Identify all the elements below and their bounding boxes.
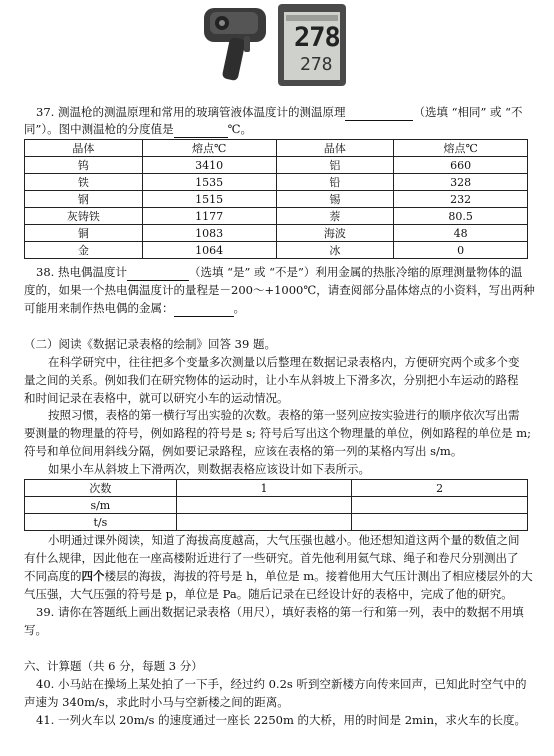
table-row xyxy=(25,497,528,514)
table-cell: 锡 xyxy=(276,191,394,208)
table-cell: 1064 xyxy=(142,242,276,259)
table-cell: 冰 xyxy=(276,242,394,259)
q39-line1: 39. 请你在答题纸上画出数据记录表格（用尺），填好表格的第一行和第一列，表中的数据不用填 xyxy=(36,605,524,619)
q38-line1 xyxy=(36,264,522,281)
table-row xyxy=(25,191,528,208)
header-trial-1: 1 xyxy=(176,480,352,497)
row-label-time: t/s xyxy=(25,514,177,531)
table-cell: 3410 xyxy=(142,157,276,174)
q37-text-d: ℃。 xyxy=(227,122,253,136)
table-row xyxy=(25,174,528,191)
xiaoming-l4: 气压强，大气压强的符号是 p，单位是 Pa。随后记录在已经设计好的表格中，完成了他的研究。 xyxy=(24,587,513,601)
table-row xyxy=(25,208,528,225)
reading-p2-l2: 要测量的物理量的符号，例如路程的符号是 s; 符号后写出这个物理量的单位，例如路程的单位是 m; xyxy=(24,426,532,440)
table-row xyxy=(25,242,528,259)
table-cell: 80.5 xyxy=(394,208,528,225)
q37-text-b: （选填 “相同” 或 “不 xyxy=(413,105,523,119)
reading-p2-l1: 按照习惯，表格的第一横行写出实验的次数。表格的第一竖列应按实验进行的顺序依次写出需 xyxy=(48,408,520,422)
q37-blank-2[interactable] xyxy=(174,121,228,138)
table-cell: 660 xyxy=(394,157,528,174)
table-cell: 1177 xyxy=(142,208,276,225)
row-label-distance: s/m xyxy=(25,497,177,514)
q38-blank-2[interactable] xyxy=(174,300,234,317)
xiaoming-l3 xyxy=(24,568,533,584)
header-trial-2: 2 xyxy=(352,480,528,497)
q37-text-c: 同”）。图中测温枪的分度值是 xyxy=(24,122,174,136)
reading-p3: 如果小车从斜坡上下滑两次，则数据表格应该设计如下表所示。 xyxy=(48,462,370,476)
table-cell: 钨 xyxy=(25,157,143,174)
table-row xyxy=(25,514,528,531)
table-cell: 1083 xyxy=(142,225,276,242)
table-cell: 铁 xyxy=(25,174,143,191)
xiaoming-l3-bold: 四个 xyxy=(81,569,105,583)
xiaoming-l3-c: 楼层的海拔，海拔的符号是 h，单位是 m。接着他用大气压计测出了相应楼层外的大 xyxy=(104,569,533,583)
melting-point-table xyxy=(24,139,528,259)
q41-line: 41. 一列火车以 20m/s 的速度通过一座长 2250m 的大桥，用的时间是 2min，求火车的长度。 xyxy=(36,713,527,727)
header-melting-2: 熔点℃ xyxy=(394,140,528,157)
reading-p2-l3: 符号和单位间用斜线分隔，例如要记录路程，应该在表格的第一列的某格内写出 s/m。 xyxy=(24,444,463,458)
reading-heading: （二）阅读《数据记录表格的绘制》回答 39 题。 xyxy=(24,337,276,351)
table-cell xyxy=(352,514,528,531)
table-cell: 钢 xyxy=(25,191,143,208)
q38-text-b: （选填 “是” 或 “不是”）利用金属的热胀冷缩的原理测量物体的温 xyxy=(188,265,523,279)
calc-heading: 六、计算题（共 6 分，每题 3 分） xyxy=(24,659,203,673)
table-cell: 萘 xyxy=(276,208,394,225)
table-cell xyxy=(176,497,352,514)
table-cell: 铝 xyxy=(276,157,394,174)
q37-line1 xyxy=(36,104,523,121)
table-cell xyxy=(352,497,528,514)
record-table-header-row xyxy=(25,480,528,497)
q38-blank-1[interactable] xyxy=(127,264,189,281)
q38-line3 xyxy=(24,300,245,317)
xiaoming-l2: 有什么规律，因此他在一座高楼附近进行了一些研究。首先他利用氦气球、绳子和卷尺分别测出了 xyxy=(24,551,519,565)
q38-text-c: 可能用来制作热电偶的金属： xyxy=(24,301,174,315)
reading-p1-l1: 在科学研究中，往往把多个变量多次测量以后整理在数据记录表格内，方便研究两个或多个变 xyxy=(48,355,520,369)
table-cell: 1515 xyxy=(142,191,276,208)
table-cell xyxy=(176,514,352,531)
table-cell: 灰铸铁 xyxy=(25,208,143,225)
table-cell: 铜 xyxy=(25,225,143,242)
table-row xyxy=(25,225,528,242)
q38-text-d: 。 xyxy=(233,301,245,315)
reading-p1-l2: 量之间的关系。例如我们在研究物体的运动时，让小车从斜坡上下滑多次，分别把小车运动的路程 xyxy=(24,373,519,387)
display-secondary-reading: 278 xyxy=(300,54,333,75)
header-trial: 次数 xyxy=(25,480,177,497)
xiaoming-l3-a: 不同高度的 xyxy=(24,569,82,583)
table-cell: 金 xyxy=(25,242,143,259)
table-cell: 328 xyxy=(394,174,528,191)
header-crystal-1: 晶体 xyxy=(25,140,143,157)
table-cell: 铅 xyxy=(276,174,394,191)
header-melting-1: 熔点℃ xyxy=(142,140,276,157)
table-cell: 0 xyxy=(394,242,528,259)
table-cell: 232 xyxy=(394,191,528,208)
display-main-reading: 278 xyxy=(294,22,340,53)
table-cell: 48 xyxy=(394,225,528,242)
q40-line2: 声速为 340m/s，求此时小马与空新楼之间的距离。 xyxy=(24,695,289,709)
table-cell: 海波 xyxy=(276,225,394,242)
xiaoming-l1: 小明通过课外阅读，知道了海拔高度越高，大气压强也越小。他还想知道这两个量的数值之间 xyxy=(48,533,520,547)
reading-p1-l3: 和时间记录在表格中，就可以研究小车的运动情况。 xyxy=(24,391,289,405)
q38-text-a: 38. 热电偶温度计 xyxy=(36,265,127,279)
table-cell: 1535 xyxy=(142,174,276,191)
q38-line2: 度的，如果一个热电偶温度计的量程是－200～+1000℃，请查阅部分晶体熔点的小资料，写出两种 xyxy=(24,283,535,297)
thermometer-photo xyxy=(196,2,348,88)
melting-table-header-row xyxy=(25,140,528,157)
header-crystal-2: 晶体 xyxy=(276,140,394,157)
q40-line1: 40. 小马站在操场上某处拍了一下手，经过约 0.2s 听到空新楼方向传来回声，已知此时空气中的 xyxy=(36,677,527,691)
q37-blank-1[interactable] xyxy=(345,104,413,121)
q37-line2 xyxy=(24,121,252,138)
q37-text-a: 37. 测温枪的测温原理和常用的玻璃管液体温度计的测温原理 xyxy=(36,105,346,119)
table-row xyxy=(25,157,528,174)
record-table xyxy=(24,479,528,531)
q39-line2: 写。 xyxy=(24,623,47,637)
